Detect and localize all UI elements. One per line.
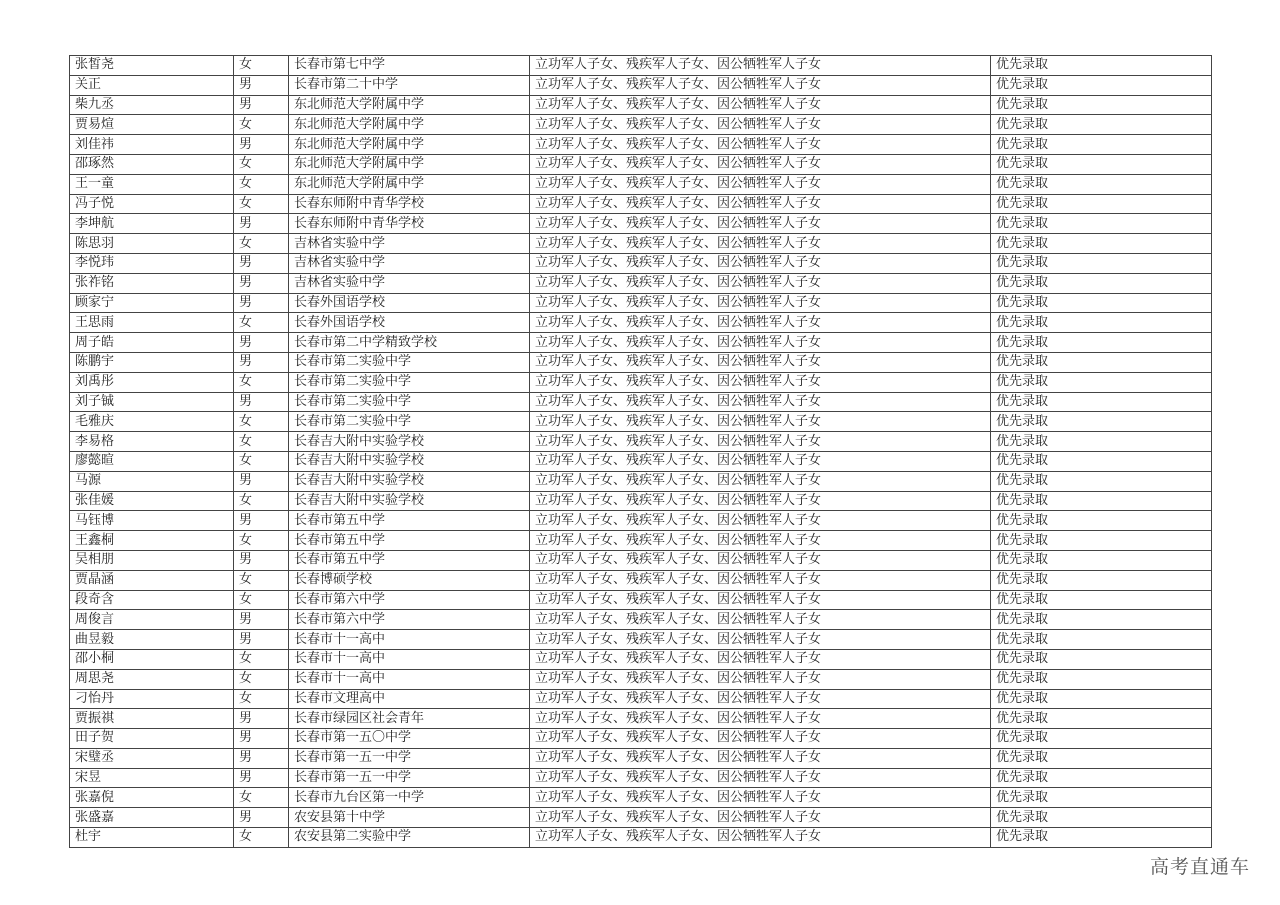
result-cell: 优先录取 [991, 451, 1212, 471]
gender-cell: 男 [234, 709, 289, 729]
gender-cell: 女 [234, 234, 289, 254]
table-row [70, 729, 1212, 749]
table-row [70, 253, 1212, 273]
student-name-cell: 刘佳祎 [70, 135, 234, 155]
category-cell: 立功军人子女、残疾军人子女、因公牺牲军人子女 [530, 56, 991, 76]
admission-table-body [70, 56, 1212, 848]
result-cell: 优先录取 [991, 511, 1212, 531]
school-cell: 长春市第五中学 [289, 511, 530, 531]
category-cell: 立功军人子女、残疾军人子女、因公牺牲军人子女 [530, 174, 991, 194]
gender-cell: 女 [234, 649, 289, 669]
category-cell: 立功军人子女、残疾军人子女、因公牺牲军人子女 [530, 689, 991, 709]
category-cell: 立功军人子女、残疾军人子女、因公牺牲军人子女 [530, 590, 991, 610]
table-row [70, 75, 1212, 95]
student-name-cell: 段奇含 [70, 590, 234, 610]
gender-cell: 女 [234, 669, 289, 689]
result-cell: 优先录取 [991, 412, 1212, 432]
category-cell: 立功军人子女、残疾军人子女、因公牺牲军人子女 [530, 630, 991, 650]
gender-cell: 女 [234, 313, 289, 333]
student-name-cell: 杜宇 [70, 828, 234, 848]
school-cell: 东北师范大学附属中学 [289, 154, 530, 174]
school-cell: 长春市第一五一中学 [289, 748, 530, 768]
result-cell: 优先录取 [991, 709, 1212, 729]
school-cell: 长春吉大附中实验学校 [289, 491, 530, 511]
result-cell: 优先录取 [991, 808, 1212, 828]
result-cell: 优先录取 [991, 75, 1212, 95]
gender-cell: 女 [234, 432, 289, 452]
school-cell: 农安县第十中学 [289, 808, 530, 828]
category-cell: 立功军人子女、残疾军人子女、因公牺牲军人子女 [530, 748, 991, 768]
watermark-logo: 高考直通车 [1149, 856, 1250, 878]
result-cell: 优先录取 [991, 214, 1212, 234]
student-name-cell: 王一童 [70, 174, 234, 194]
student-name-cell: 邵琢然 [70, 154, 234, 174]
school-cell: 长春市第二十中学 [289, 75, 530, 95]
category-cell: 立功军人子女、残疾军人子女、因公牺牲军人子女 [530, 451, 991, 471]
category-cell: 立功军人子女、残疾军人子女、因公牺牲军人子女 [530, 372, 991, 392]
table-row [70, 828, 1212, 848]
result-cell: 优先录取 [991, 174, 1212, 194]
gender-cell: 男 [234, 392, 289, 412]
student-name-cell: 陈思羽 [70, 234, 234, 254]
table-row [70, 392, 1212, 412]
school-cell: 长春市绿园区社会青年 [289, 709, 530, 729]
category-cell: 立功军人子女、残疾军人子女、因公牺牲军人子女 [530, 491, 991, 511]
gender-cell: 女 [234, 451, 289, 471]
student-name-cell: 贾晶涵 [70, 570, 234, 590]
gender-cell: 男 [234, 95, 289, 115]
student-name-cell: 关正 [70, 75, 234, 95]
school-cell: 吉林省实验中学 [289, 234, 530, 254]
table-row [70, 154, 1212, 174]
gender-cell: 女 [234, 372, 289, 392]
result-cell: 优先录取 [991, 154, 1212, 174]
student-name-cell: 吴相朋 [70, 550, 234, 570]
student-name-cell: 顾家宁 [70, 293, 234, 313]
category-cell: 立功军人子女、残疾军人子女、因公牺牲军人子女 [530, 352, 991, 372]
student-name-cell: 张祚铭 [70, 273, 234, 293]
student-name-cell: 李坤航 [70, 214, 234, 234]
student-name-cell: 王思雨 [70, 313, 234, 333]
table-row [70, 709, 1212, 729]
category-cell: 立功军人子女、残疾军人子女、因公牺牲军人子女 [530, 511, 991, 531]
student-name-cell: 李悦玮 [70, 253, 234, 273]
result-cell: 优先录取 [991, 372, 1212, 392]
gender-cell: 男 [234, 768, 289, 788]
gender-cell: 女 [234, 689, 289, 709]
school-cell: 长春吉大附中实验学校 [289, 432, 530, 452]
table-row [70, 95, 1212, 115]
school-cell: 长春市第二实验中学 [289, 372, 530, 392]
table-row [70, 471, 1212, 491]
student-name-cell: 冯子悦 [70, 194, 234, 214]
category-cell: 立功军人子女、残疾军人子女、因公牺牲军人子女 [530, 333, 991, 353]
table-row [70, 630, 1212, 650]
table-row [70, 669, 1212, 689]
table-row [70, 590, 1212, 610]
result-cell: 优先录取 [991, 194, 1212, 214]
category-cell: 立功军人子女、残疾军人子女、因公牺牲军人子女 [530, 531, 991, 551]
table-row [70, 115, 1212, 135]
school-cell: 吉林省实验中学 [289, 253, 530, 273]
result-cell: 优先录取 [991, 550, 1212, 570]
table-row [70, 768, 1212, 788]
table-row [70, 531, 1212, 551]
gender-cell: 女 [234, 590, 289, 610]
result-cell: 优先录取 [991, 748, 1212, 768]
result-cell: 优先录取 [991, 95, 1212, 115]
gender-cell: 男 [234, 610, 289, 630]
category-cell: 立功军人子女、残疾军人子女、因公牺牲军人子女 [530, 649, 991, 669]
category-cell: 立功军人子女、残疾军人子女、因公牺牲军人子女 [530, 610, 991, 630]
category-cell: 立功军人子女、残疾军人子女、因公牺牲军人子女 [530, 808, 991, 828]
result-cell: 优先录取 [991, 788, 1212, 808]
result-cell: 优先录取 [991, 669, 1212, 689]
school-cell: 长春市文理高中 [289, 689, 530, 709]
student-name-cell: 李易格 [70, 432, 234, 452]
table-row [70, 194, 1212, 214]
table-row [70, 689, 1212, 709]
student-name-cell: 马钰博 [70, 511, 234, 531]
table-row [70, 372, 1212, 392]
school-cell: 长春市第六中学 [289, 590, 530, 610]
gender-cell: 男 [234, 293, 289, 313]
category-cell: 立功军人子女、残疾军人子女、因公牺牲军人子女 [530, 75, 991, 95]
student-name-cell: 宋璧丞 [70, 748, 234, 768]
gender-cell: 男 [234, 748, 289, 768]
table-row [70, 174, 1212, 194]
gender-cell: 女 [234, 115, 289, 135]
category-cell: 立功军人子女、残疾军人子女、因公牺牲军人子女 [530, 273, 991, 293]
student-name-cell: 周子皓 [70, 333, 234, 353]
result-cell: 优先录取 [991, 729, 1212, 749]
table-row [70, 293, 1212, 313]
category-cell: 立功军人子女、残疾军人子女、因公牺牲军人子女 [530, 729, 991, 749]
school-cell: 长春东师附中青华学校 [289, 214, 530, 234]
result-cell: 优先录取 [991, 471, 1212, 491]
gender-cell: 男 [234, 511, 289, 531]
result-cell: 优先录取 [991, 352, 1212, 372]
student-name-cell: 邵小桐 [70, 649, 234, 669]
category-cell: 立功军人子女、残疾军人子女、因公牺牲军人子女 [530, 293, 991, 313]
student-name-cell: 刘禹彤 [70, 372, 234, 392]
student-name-cell: 刁怡丹 [70, 689, 234, 709]
result-cell: 优先录取 [991, 234, 1212, 254]
category-cell: 立功军人子女、残疾军人子女、因公牺牲军人子女 [530, 471, 991, 491]
gender-cell: 男 [234, 729, 289, 749]
school-cell: 长春吉大附中实验学校 [289, 451, 530, 471]
gender-cell: 女 [234, 56, 289, 76]
student-name-cell: 王鑫桐 [70, 531, 234, 551]
result-cell: 优先录取 [991, 610, 1212, 630]
table-row [70, 491, 1212, 511]
table-row [70, 788, 1212, 808]
result-cell: 优先录取 [991, 768, 1212, 788]
student-name-cell: 马源 [70, 471, 234, 491]
category-cell: 立功军人子女、残疾军人子女、因公牺牲军人子女 [530, 709, 991, 729]
category-cell: 立功军人子女、残疾军人子女、因公牺牲军人子女 [530, 135, 991, 155]
gender-cell: 男 [234, 550, 289, 570]
student-name-cell: 周思尧 [70, 669, 234, 689]
gender-cell: 男 [234, 333, 289, 353]
gender-cell: 女 [234, 531, 289, 551]
result-cell: 优先录取 [991, 689, 1212, 709]
student-name-cell: 张嘉倪 [70, 788, 234, 808]
student-name-cell: 贾易煊 [70, 115, 234, 135]
school-cell: 长春市第一五〇中学 [289, 729, 530, 749]
student-name-cell: 廖懿暄 [70, 451, 234, 471]
school-cell: 东北师范大学附属中学 [289, 174, 530, 194]
category-cell: 立功军人子女、残疾军人子女、因公牺牲军人子女 [530, 234, 991, 254]
table-row [70, 808, 1212, 828]
table-row [70, 214, 1212, 234]
result-cell: 优先录取 [991, 273, 1212, 293]
table-row [70, 273, 1212, 293]
result-cell: 优先录取 [991, 293, 1212, 313]
gender-cell: 男 [234, 808, 289, 828]
table-row [70, 56, 1212, 76]
gender-cell: 女 [234, 788, 289, 808]
student-name-cell: 张皙尧 [70, 56, 234, 76]
school-cell: 长春市第二中学精致学校 [289, 333, 530, 353]
school-cell: 长春市第七中学 [289, 56, 530, 76]
table-row [70, 412, 1212, 432]
school-cell: 长春市十一高中 [289, 669, 530, 689]
table-row [70, 610, 1212, 630]
gender-cell: 女 [234, 412, 289, 432]
gender-cell: 男 [234, 630, 289, 650]
result-cell: 优先录取 [991, 115, 1212, 135]
school-cell: 长春外国语学校 [289, 293, 530, 313]
table-row [70, 550, 1212, 570]
result-cell: 优先录取 [991, 56, 1212, 76]
category-cell: 立功军人子女、残疾军人子女、因公牺牲军人子女 [530, 194, 991, 214]
school-cell: 长春市第五中学 [289, 531, 530, 551]
table-row [70, 649, 1212, 669]
school-cell: 长春市第六中学 [289, 610, 530, 630]
school-cell: 长春市第一五一中学 [289, 768, 530, 788]
student-name-cell: 贾振祺 [70, 709, 234, 729]
school-cell: 长春博硕学校 [289, 570, 530, 590]
student-name-cell: 柴九丞 [70, 95, 234, 115]
result-cell: 优先录取 [991, 253, 1212, 273]
student-name-cell: 张盛嘉 [70, 808, 234, 828]
gender-cell: 男 [234, 352, 289, 372]
school-cell: 长春市第二实验中学 [289, 392, 530, 412]
school-cell: 农安县第二实验中学 [289, 828, 530, 848]
gender-cell: 女 [234, 194, 289, 214]
gender-cell: 男 [234, 253, 289, 273]
gender-cell: 男 [234, 135, 289, 155]
student-name-cell: 刘子铖 [70, 392, 234, 412]
result-cell: 优先录取 [991, 630, 1212, 650]
school-cell: 长春市九台区第一中学 [289, 788, 530, 808]
category-cell: 立功军人子女、残疾军人子女、因公牺牲军人子女 [530, 392, 991, 412]
table-row [70, 135, 1212, 155]
school-cell: 长春市第五中学 [289, 550, 530, 570]
table-row [70, 570, 1212, 590]
table-row [70, 333, 1212, 353]
category-cell: 立功军人子女、残疾军人子女、因公牺牲军人子女 [530, 154, 991, 174]
gender-cell: 女 [234, 570, 289, 590]
category-cell: 立功军人子女、残疾军人子女、因公牺牲军人子女 [530, 253, 991, 273]
result-cell: 优先录取 [991, 590, 1212, 610]
table-row [70, 313, 1212, 333]
category-cell: 立功军人子女、残疾军人子女、因公牺牲军人子女 [530, 570, 991, 590]
category-cell: 立功军人子女、残疾军人子女、因公牺牲军人子女 [530, 550, 991, 570]
result-cell: 优先录取 [991, 570, 1212, 590]
student-name-cell: 张佳媛 [70, 491, 234, 511]
school-cell: 长春市第二实验中学 [289, 412, 530, 432]
school-cell: 长春市第二实验中学 [289, 352, 530, 372]
result-cell: 优先录取 [991, 392, 1212, 412]
result-cell: 优先录取 [991, 135, 1212, 155]
result-cell: 优先录取 [991, 313, 1212, 333]
gender-cell: 男 [234, 273, 289, 293]
school-cell: 吉林省实验中学 [289, 273, 530, 293]
category-cell: 立功军人子女、残疾军人子女、因公牺牲军人子女 [530, 768, 991, 788]
gender-cell: 男 [234, 214, 289, 234]
student-name-cell: 田子贺 [70, 729, 234, 749]
table-row [70, 451, 1212, 471]
category-cell: 立功军人子女、残疾军人子女、因公牺牲军人子女 [530, 115, 991, 135]
table-row [70, 352, 1212, 372]
table-row [70, 432, 1212, 452]
result-cell: 优先录取 [991, 432, 1212, 452]
table-row [70, 511, 1212, 531]
gender-cell: 女 [234, 491, 289, 511]
school-cell: 长春东师附中青华学校 [289, 194, 530, 214]
school-cell: 长春市十一高中 [289, 630, 530, 650]
gender-cell: 女 [234, 154, 289, 174]
category-cell: 立功军人子女、残疾军人子女、因公牺牲军人子女 [530, 432, 991, 452]
student-name-cell: 陈鹏宇 [70, 352, 234, 372]
category-cell: 立功军人子女、残疾军人子女、因公牺牲军人子女 [530, 788, 991, 808]
school-cell: 东北师范大学附属中学 [289, 95, 530, 115]
result-cell: 优先录取 [991, 828, 1212, 848]
table-row [70, 234, 1212, 254]
school-cell: 长春市十一高中 [289, 649, 530, 669]
result-cell: 优先录取 [991, 333, 1212, 353]
student-name-cell: 曲昱毅 [70, 630, 234, 650]
result-cell: 优先录取 [991, 531, 1212, 551]
gender-cell: 男 [234, 75, 289, 95]
school-cell: 长春吉大附中实验学校 [289, 471, 530, 491]
school-cell: 长春外国语学校 [289, 313, 530, 333]
student-name-cell: 宋昱 [70, 768, 234, 788]
category-cell: 立功军人子女、残疾军人子女、因公牺牲军人子女 [530, 412, 991, 432]
category-cell: 立功军人子女、残疾军人子女、因公牺牲军人子女 [530, 669, 991, 689]
school-cell: 东北师范大学附属中学 [289, 135, 530, 155]
category-cell: 立功军人子女、残疾军人子女、因公牺牲军人子女 [530, 828, 991, 848]
gender-cell: 男 [234, 471, 289, 491]
category-cell: 立功军人子女、残疾军人子女、因公牺牲军人子女 [530, 214, 991, 234]
category-cell: 立功军人子女、残疾军人子女、因公牺牲军人子女 [530, 313, 991, 333]
result-cell: 优先录取 [991, 491, 1212, 511]
table-row [70, 748, 1212, 768]
student-name-cell: 周俊言 [70, 610, 234, 630]
gender-cell: 女 [234, 174, 289, 194]
school-cell: 东北师范大学附属中学 [289, 115, 530, 135]
gender-cell: 女 [234, 828, 289, 848]
category-cell: 立功军人子女、残疾军人子女、因公牺牲军人子女 [530, 95, 991, 115]
student-name-cell: 毛雅庆 [70, 412, 234, 432]
admission-table [69, 55, 1212, 848]
result-cell: 优先录取 [991, 649, 1212, 669]
